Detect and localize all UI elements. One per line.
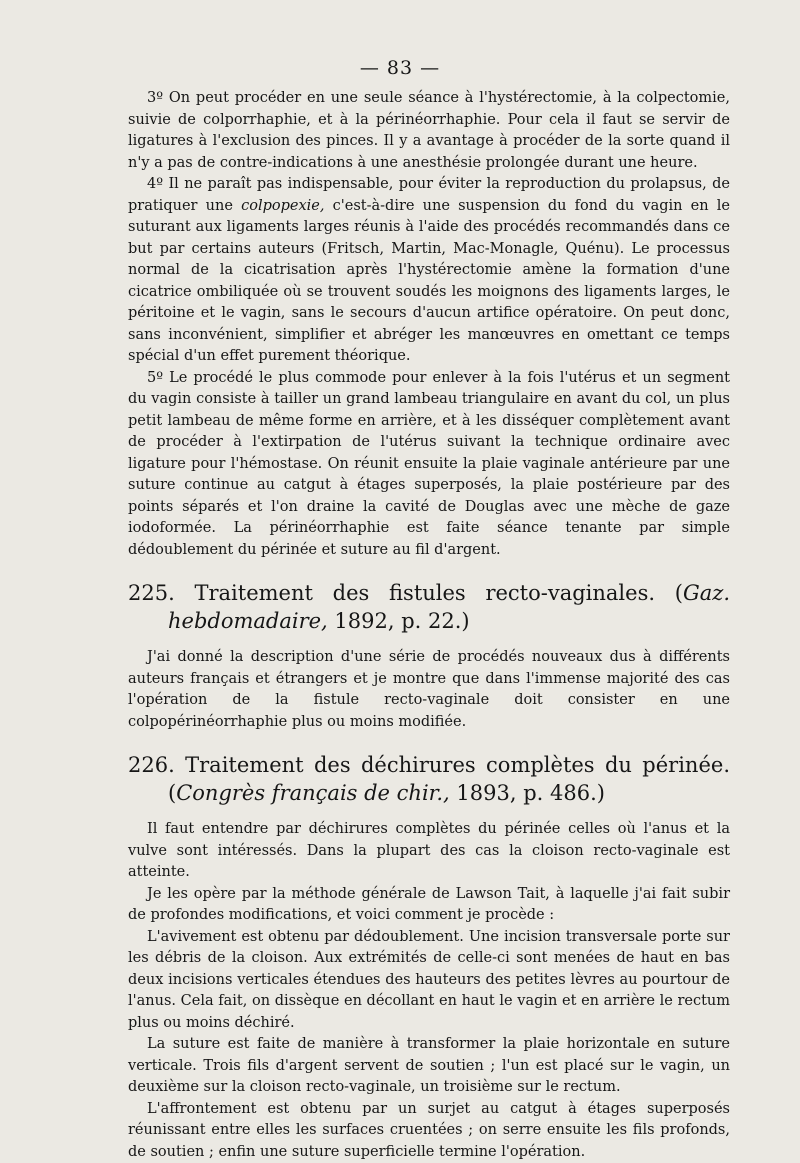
paragraph-fistules: J'ai donné la description d'une série de procédés nouveaux dus à différents auteurs français et étrangers et je montre que dans l'immense majorité des cas l'opération de la fistule recto-vaginale doit consister en une colpopérinéorrhaphie plus ou moins modifiée.	[128, 647, 730, 733]
paragraph-item-3: 3º On peut procéder en une seule séance à l'hystérectomie, à la colpectomie, suivie de colporrhaphie, et à la périnéorrhaphie. Pour cela il faut se servir de ligatures à l'exclusion des pinces. Il y a avantage à procéder de la sorte quand il n'y a pas de contre-indications à une anesthésie prolongée durant une heure.	[128, 88, 730, 174]
page-number: — 83 —	[0, 57, 800, 79]
paragraph-avivement: L'avivement est obtenu par dédoublement. Une incision transversale porte sur les débris de la cloison. Aux extrémités de celle-ci sont menées de haut en bas deux incisions verticales étendues des hauteurs des petites lèvres au pourtour de l'anus. Cela fait, on dissèque en décollant en haut le vagin et en arrière le rectum plus ou moins déchiré.	[128, 927, 730, 1035]
paragraph-definition: Il faut entendre par déchirures complètes du périnée celles où l'anus et la vulve sont intéressés. Dans la plupart des cas la cloison recto-vaginale est atteinte.	[128, 819, 730, 884]
paragraph-suture: La suture est faite de manière à transformer la plaie horizontale en suture verticale. Trois fils d'argent servent de soutien ; l'un est placé sur le vagin, un deuxième sur la cloison recto-vaginale, un troisième sur le rectum.	[128, 1034, 730, 1099]
paragraph-item-5: 5º Le procédé le plus commode pour enlever à la fois l'utérus et un segment du vagin consiste à tailler un grand lambeau triangulaire en avant du col, un plus petit lambeau de même forme en arrière, et à les disséquer complètement avant de procéder à l'extirpation de l'utérus suivant la technique ordinaire avec ligature pour l'hémostase. On réunit ensuite la plaie vaginale antérieure par une suture continue au catgut à étages superposés, la plaie postérieure par des points séparés et l'on draine la cavité de Douglas avec une mèche de gaze iodoformée. La périnéorrhaphie est faite séance tenante par simple dédoublement du périnée et suture au fil d'argent.	[128, 368, 730, 562]
italic-term: colpopexie,	[241, 198, 324, 214]
heading-citation: Gaz. hebdomadaire,	[168, 581, 730, 633]
page-content	[128, 88, 730, 1163]
section-heading-225: 225. Traitement des fistules recto-vaginales. (Gaz. hebdomadaire, 1892, p. 22.)	[128, 579, 730, 635]
section-heading-226: 226. Traitement des déchirures complètes du périnée. (Congrès français de chir., 1893, p. 486.)	[128, 751, 730, 807]
paragraph-affrontement: L'affrontement est obtenu par un surjet au catgut à étages superposés réunissant entre elles les surfaces cruentées ; on serre ensuite les fils profonds, de soutien ; enfin une suture superficielle termine l'opération.	[128, 1099, 730, 1163]
paragraph-item-4: 4º Il ne paraît pas indispensable, pour éviter la reproduction du prolapsus, de pratiquer une colpopexie, c'est-à-dire une suspension du fond du vagin en le suturant aux ligaments larges réunis à l'aide des procédés recommandés dans ce but par certains auteurs (Fritsch, Martin, Mac-Monagle, Quénu). Le processus normal de la cicatrisation après l'hystérectomie amène la formation d'une cicatrice ombiliquée où se trouvent soudés les moignons des ligaments larges, le péritoine et le vagin, sans le secours d'aucun artifice opératoire. On peut donc, sans inconvénient, simplifier et abréger les manœuvres en omettant ce temps spécial d'un effet purement théorique.	[128, 174, 730, 368]
heading-citation: Congrès français de chir.,	[176, 781, 450, 805]
paragraph-method: Je les opère par la méthode générale de Lawson Tait, à laquelle j'ai fait subir de profondes modifications, et voici comment je procède :	[128, 884, 730, 927]
